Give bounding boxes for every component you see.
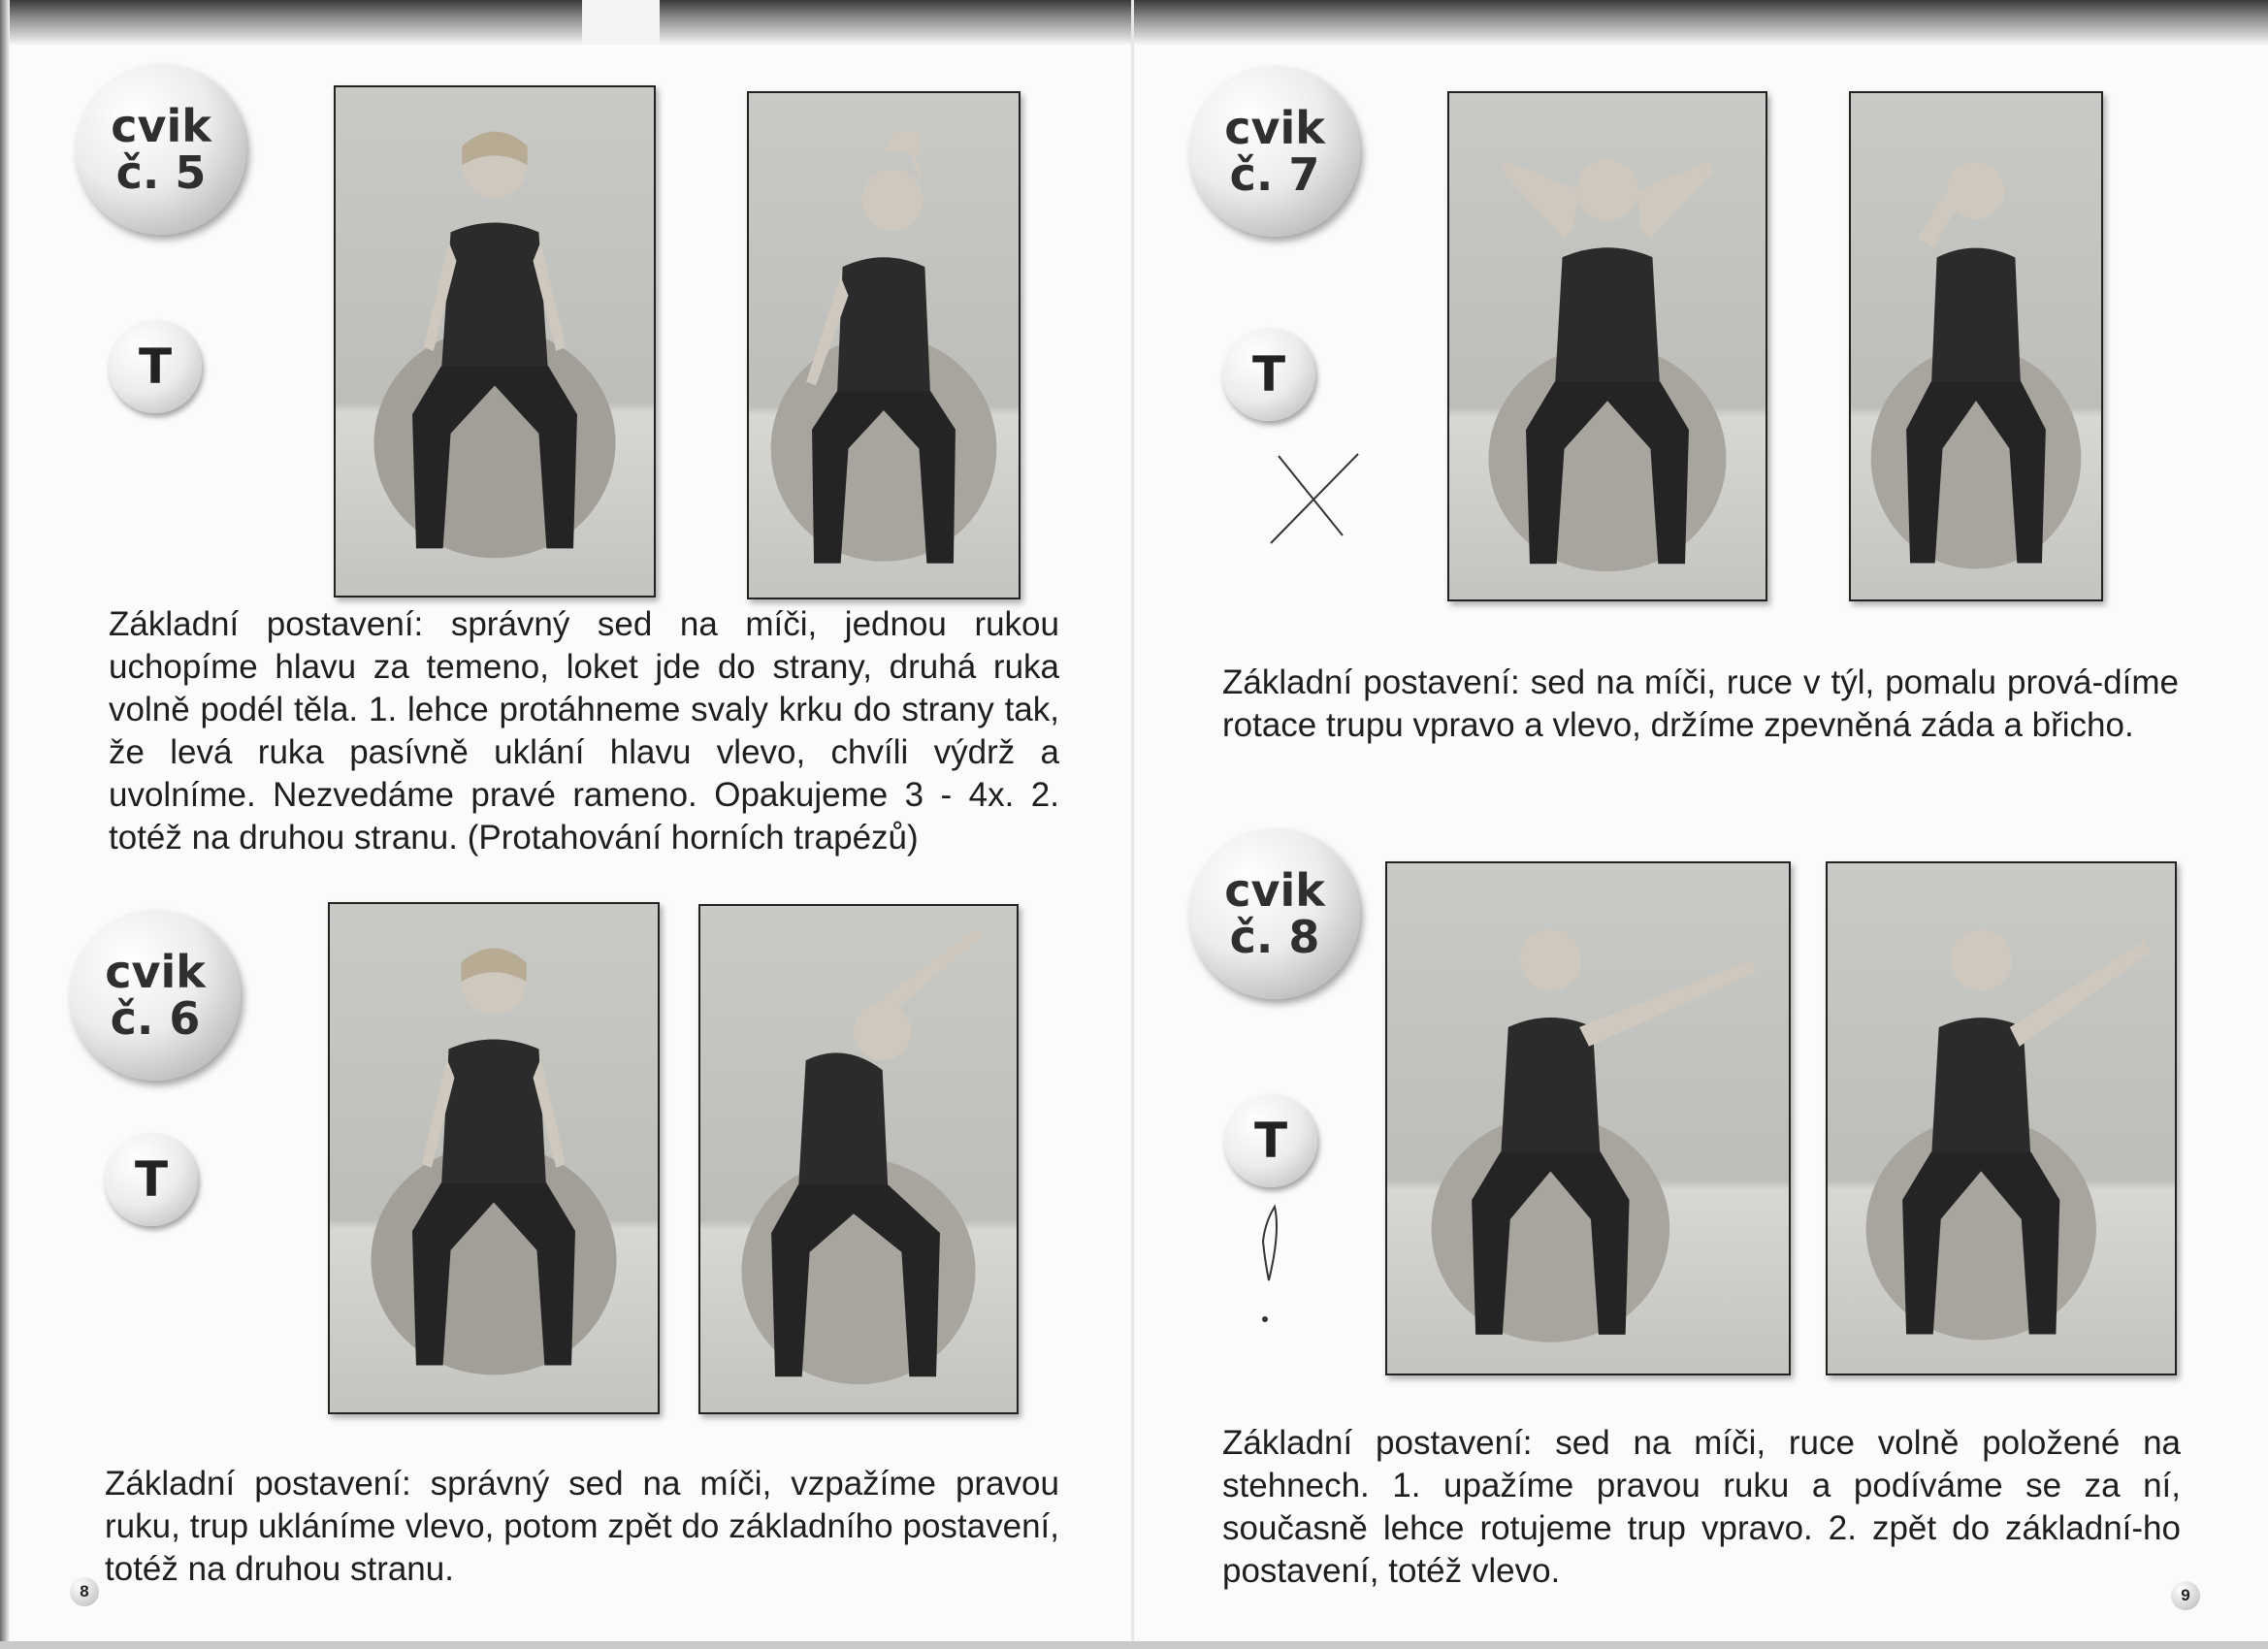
exercise-5-description: Základní postavení: správný sed na míči, jednou rukou uchopíme hlavu za temeno, loket jde do strany, druhá ruka volně podél těla. 1. lehce protáhneme svaly krku do strany tak, že levá ruka pasívně uklání hlavu vlevo, chvíli výdrž a uvolníme. Nezvedáme pravé rameno. Opakujeme 3 - 4x. 2. totéž na druhou stranu. (Protahování horních trapézů) bbox=[109, 605, 1059, 857]
exercise-6-description: Základní postavení: správný sed na míči, vzpažíme pravou ruku, trup ukláníme vlevo, potom zpět do základního postavení, totéž na druhou stranu. bbox=[105, 1465, 1059, 1588]
exercise-number: č. 6 bbox=[110, 992, 201, 1045]
exercise-number: č. 7 bbox=[1229, 148, 1320, 201]
exercise-6-photo-side-bend bbox=[698, 904, 1019, 1414]
exercise-5-photo-stretch bbox=[747, 91, 1021, 599]
exercise-label: cvik bbox=[1224, 101, 1325, 154]
woman-hands-behind-head-figure bbox=[1449, 93, 1766, 599]
scan-top-shadow bbox=[0, 0, 2268, 45]
page-number-right: 9 bbox=[2171, 1581, 2200, 1610]
exercise-number: č. 8 bbox=[1229, 911, 1320, 963]
exercise-label: cvik bbox=[105, 945, 206, 998]
woman-sitting-on-ball-figure bbox=[336, 87, 654, 596]
exercise-5-badge bbox=[76, 64, 246, 235]
exercise-8-type-badge: T bbox=[1224, 1094, 1317, 1187]
woman-neck-stretch-figure bbox=[749, 93, 1019, 598]
woman-trunk-rotation-figure bbox=[1851, 93, 2101, 599]
exercise-8-description: Základní postavení: sed na míči, ruce volně položené na stehnech. 1. upažíme pravou ruku a podíváme se za ní, současně lehce rotujeme trup vpravo. 2. zpět do základní-ho postavení, totéž vlevo. bbox=[1222, 1424, 2181, 1590]
exercise-7-photo-rotation bbox=[1849, 91, 2103, 601]
handwritten-cross-mark bbox=[1261, 446, 1368, 553]
exercise-7-photo-start bbox=[1447, 91, 1767, 601]
woman-arm-abduction-figure bbox=[1387, 863, 1789, 1374]
exercise-8-badge bbox=[1189, 828, 1360, 999]
page-number-left: 8 bbox=[70, 1577, 99, 1606]
woman-arm-abduction-rotation-figure bbox=[1828, 863, 2175, 1374]
scan-bottom-edge bbox=[0, 1641, 2268, 1649]
book-spine bbox=[1131, 0, 1134, 1649]
exercise-8-photo-look-back bbox=[1826, 861, 2177, 1375]
exercise-7-type-badge: T bbox=[1222, 328, 1315, 421]
exercise-5-type-badge: T bbox=[109, 320, 202, 413]
exercise-7-badge bbox=[1189, 66, 1360, 237]
scan-left-edge bbox=[0, 0, 10, 1649]
woman-side-bend-figure bbox=[700, 906, 1017, 1412]
scan-top-light-patch bbox=[582, 0, 660, 45]
exercise-5-photo-start bbox=[334, 85, 656, 598]
exercise-6-type-badge: T bbox=[105, 1133, 198, 1226]
exercise-6-photo-start bbox=[328, 902, 660, 1414]
woman-sitting-on-ball-figure bbox=[330, 904, 658, 1412]
exercise-8-photo-arm-raise bbox=[1385, 861, 1791, 1375]
handwritten-exclamation-mark bbox=[1251, 1203, 1290, 1329]
exercise-label: cvik bbox=[1224, 863, 1325, 917]
exercise-number: č. 5 bbox=[115, 146, 207, 199]
exercise-7-description: Základní postavení: sed na míči, ruce v týl, pomalu prová-díme rotace trupu vpravo a vlevo, držíme zpevněná záda a břicho. bbox=[1222, 663, 2179, 744]
exercise-label: cvik bbox=[111, 99, 211, 152]
exercise-6-badge bbox=[70, 910, 241, 1081]
